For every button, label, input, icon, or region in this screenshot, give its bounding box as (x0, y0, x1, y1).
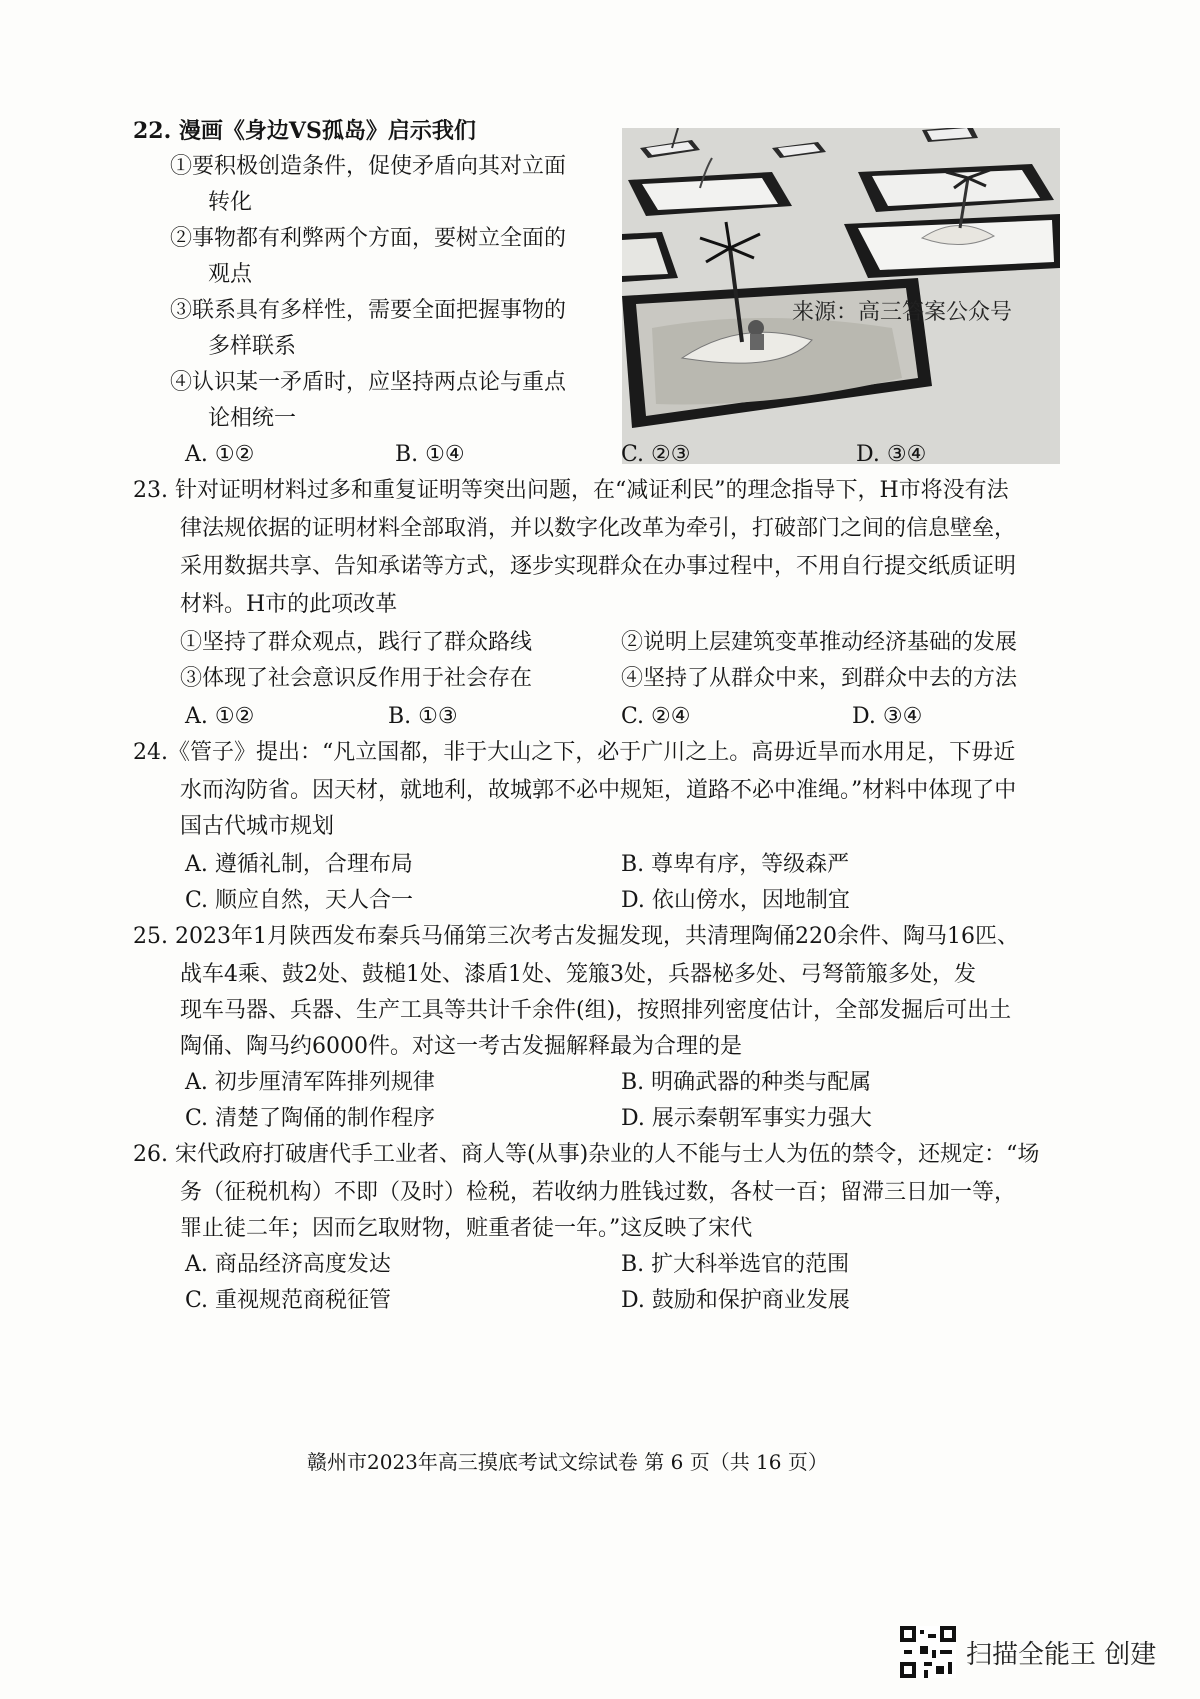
q22-option-b[interactable]: B. ①④ (395, 442, 465, 467)
q22-option-a[interactable]: A. ①② (185, 442, 255, 467)
image-source-caption: 来源：高三答案公众号 (792, 300, 1013, 325)
q25-option-b[interactable]: B. 明确武器的种类与配属 (621, 1070, 872, 1095)
q25-option-a[interactable]: A. 初步厘清军阵排列规律 (185, 1070, 435, 1095)
q26-stem-line-3: 罪止徒二年；因而乞取财物，赃重者徒一年。”这反映了宋代 (180, 1216, 753, 1241)
q23-statement-4: ④坚持了从群众中来，到群众中去的方法 (621, 666, 1018, 691)
q22-option-d[interactable]: D. ③④ (856, 442, 927, 467)
q22-stem: 22. 漫画《身边VS孤岛》启示我们 (133, 118, 476, 144)
q23-statement-2: ②说明上层建筑变革推动经济基础的发展 (621, 630, 1018, 655)
q23-option-a[interactable]: A. ①② (185, 704, 255, 729)
q25-stem-line-2: 战车4乘、鼓2处、鼓槌1处、漆盾1处、笼箙3处，兵器柲多处、弓弩箭箙多处，发 (180, 962, 976, 987)
page-footer: 赣州市2023年高三摸底考试文综试卷 第 6 页（共 16 页） (307, 1450, 828, 1474)
q23-option-d[interactable]: D. ③④ (852, 704, 923, 729)
scanner-stamp (900, 1626, 1156, 1678)
q24-option-c[interactable]: C. 顺应自然，天人合一 (185, 888, 414, 913)
q24-option-d[interactable]: D. 依山傍水，因地制宜 (621, 888, 850, 913)
q22-cartoon-image (622, 128, 1060, 464)
q25-stem-line-4: 陶俑、陶马约6000件。对这一考古发掘解释最为合理的是 (180, 1034, 742, 1059)
q22-statement-2-cont: 观点 (208, 262, 253, 287)
q25-stem-line-3: 现车马器、兵器、生产工具等共计千余件(组)，按照排列密度估计，全部发掘后可出土 (180, 998, 1012, 1023)
q23-stem-line-3: 采用数据共享、告知承诺等方式，逐步实现群众在办事过程中，不用自行提交纸质证明 (180, 554, 1017, 579)
q23-statement-1: ①坚持了群众观点，践行了群众路线 (180, 630, 533, 655)
q26-option-a[interactable]: A. 商品经济高度发达 (185, 1252, 391, 1277)
q23-option-b[interactable]: B. ①③ (388, 704, 458, 729)
q22-statement-2: ②事物都有利弊两个方面，要树立全面的 (170, 226, 567, 251)
q22-statement-4: ④认识某一矛盾时，应坚持两点论与重点 (170, 370, 567, 395)
q24-stem-line-3: 国古代城市规划 (180, 814, 335, 839)
q23-stem-line-2: 律法规依据的证明材料全部取消，并以数字化改革为牵引，打破部门之间的信息壁垒， (180, 516, 1017, 541)
q26-option-b[interactable]: B. 扩大科举选官的范围 (621, 1252, 850, 1277)
q22-statement-3-cont: 多样联系 (208, 334, 297, 359)
q22-statement-1: ①要积极创造条件，促使矛盾向其对立面 (170, 154, 567, 179)
q24-stem-line-2: 水而沟防省。因天材，就地利，故城郭不必中规矩，道路不必中准绳。”材料中体现了中 (180, 778, 1017, 803)
q26-option-c[interactable]: C. 重视规范商税征管 (185, 1288, 392, 1313)
q22-statement-3: ③联系具有多样性，需要全面把握事物的 (170, 298, 567, 323)
q25-option-c[interactable]: C. 清楚了陶俑的制作程序 (185, 1106, 436, 1131)
q23-stem-line-4: 材料。H市的此项改革 (180, 592, 398, 617)
q22-statement-4-cont: 论相统一 (208, 406, 297, 431)
q25-option-d[interactable]: D. 展示秦朝军事实力强大 (621, 1106, 872, 1131)
q23-option-c[interactable]: C. ②④ (621, 704, 691, 729)
q22-option-c[interactable]: C. ②③ (621, 442, 691, 467)
q24-option-b[interactable]: B. 尊卑有序，等级森严 (621, 852, 850, 877)
q24-option-a[interactable]: A. 遵循礼制，合理布局 (185, 852, 413, 877)
q22-statement-1-cont: 转化 (208, 190, 253, 215)
q26-stem-line-2: 务（征税机构）不即（及时）检税，若收纳力胜钱过数，各杖一百；留滞三日加一等， (180, 1180, 1017, 1205)
q26-stem-line-1: 26. 宋代政府打破唐代手工业者、商人等(从事)杂业的人不能与士人为伍的禁令，还规定：“场 (133, 1142, 1040, 1167)
q23-statement-3: ③体现了社会意识反作用于社会存在 (180, 666, 533, 691)
island-phones-illustration (622, 128, 1060, 464)
q24-stem-line-1: 24.《管子》提出：“凡立国都，非于大山之下，必于广川之上。高毋近旱而水用足，下毋近 (133, 740, 1016, 765)
q23-stem-line-1: 23. 针对证明材料过多和重复证明等突出问题，在“减证利民”的理念指导下，H市将没有法 (133, 478, 1009, 503)
q26-option-d[interactable]: D. 鼓励和保护商业发展 (621, 1288, 850, 1313)
qr-code-icon (900, 1626, 956, 1678)
scanner-label: 扫描全能王 创建 (966, 1639, 1157, 1670)
q25-stem-line-1: 25. 2023年1月陕西发布秦兵马俑第三次考古发掘发现，共清理陶俑220余件、陶马16匹、 (133, 924, 1019, 949)
